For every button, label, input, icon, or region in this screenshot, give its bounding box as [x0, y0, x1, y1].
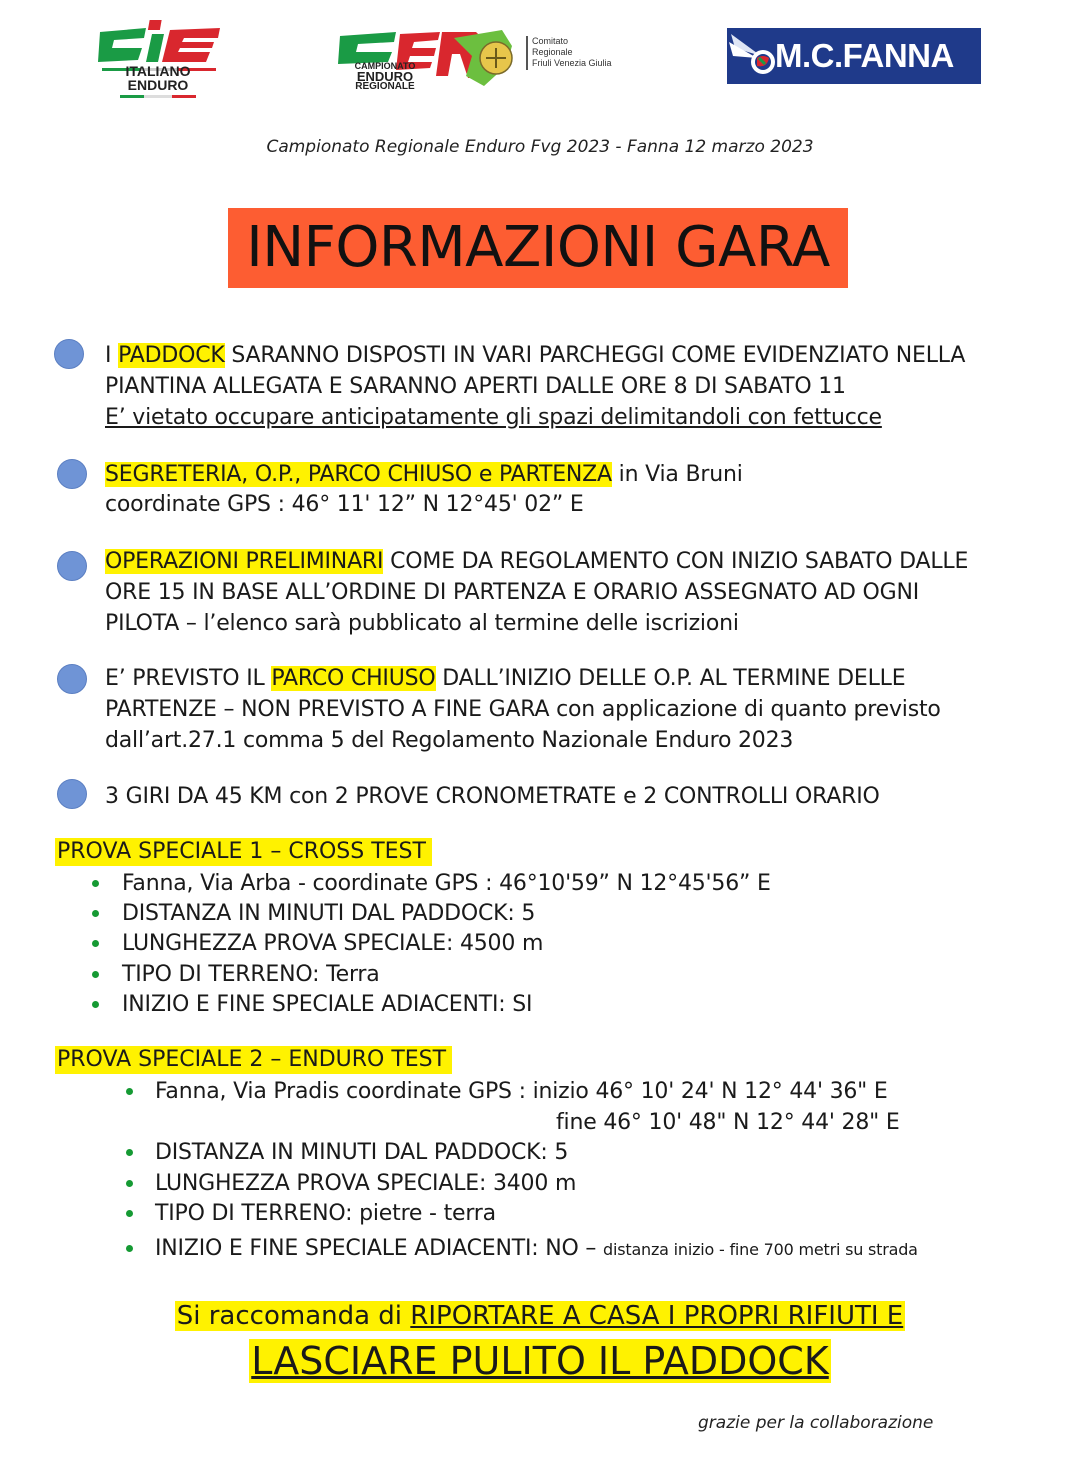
footer-main	[0, 1338, 1080, 1384]
bullet-icon	[57, 664, 87, 694]
ps2-heading: PROVA SPECIALE 2 – ENDURO TEST	[55, 1046, 452, 1074]
bullet-icon	[57, 551, 87, 581]
cer-caption-1: CAMPIONATO	[354, 61, 416, 71]
flag-stripe	[92, 94, 224, 100]
bullet-icon	[126, 1180, 133, 1187]
footer-highlight	[175, 1301, 905, 1331]
segreteria-gps: coordinate GPS : 46° 11' 12” N 12°45' 02” E	[105, 492, 584, 517]
list-item: Fanna, Via Pradis coordinate GPS : inizio 46° 10' 24' N 12° 44' 36" E	[155, 1079, 888, 1104]
cer-caption-3: REGIONALE	[355, 81, 415, 92]
paddock-prefix: I	[105, 343, 119, 368]
parco-text-1: DALL’INIZIO DELLE O.P. AL TERMINE DELLE	[435, 666, 906, 691]
list-item: DISTANZA IN MINUTI DAL PADDOCK: 5	[155, 1140, 569, 1165]
bullet-icon	[126, 1149, 133, 1156]
bullet-icon	[54, 339, 84, 369]
mcfanna-emblem	[727, 28, 781, 84]
operazioni-line-3: PILOTA – l’elenco sarà pubblicato al termine delle iscrizioni	[105, 611, 739, 636]
mcfanna-text: M.C.FANNA	[775, 37, 954, 74]
parco-line-3: dall’art.27.1 comma 5 del Regolamento Nazionale Enduro 2023	[105, 728, 794, 753]
bullet-icon	[92, 971, 99, 978]
list-item	[155, 1233, 918, 1265]
bullet-icon	[126, 1210, 133, 1217]
list-item: TIPO DI TERRENO: pietre - terra	[155, 1201, 496, 1226]
bullet-icon	[126, 1088, 133, 1095]
bullet-icon	[92, 880, 99, 887]
ps2-item5-text: INIZIO E FINE SPECIALE ADIACENTI: NO –	[155, 1236, 604, 1261]
segreteria-highlight: SEGRETERIA, O.P., PARCO CHIUSO e PARTENZA	[105, 462, 612, 487]
cie-caption-2: ENDURO	[127, 77, 189, 93]
event-subtitle: Campionato Regionale Enduro Fvg 2023 - Fanna 12 marzo 2023	[266, 137, 814, 157]
footer-underlined: RIPORTARE A CASA I PROPRI RIFIUTI E	[410, 1301, 904, 1331]
bullet-icon	[126, 1245, 133, 1252]
operazioni-highlight: OPERAZIONI PRELIMINARI	[105, 549, 384, 574]
list-item: TIPO DI TERRENO: Terra	[122, 962, 380, 987]
bullet-icon	[92, 940, 99, 947]
cer-divider	[526, 36, 528, 70]
parco-highlight: PARCO CHIUSO	[271, 666, 436, 691]
segreteria-text-1: in Via Bruni	[611, 462, 743, 487]
bullet-icon	[57, 459, 87, 489]
parco-line-1	[105, 663, 905, 694]
cie-caption-1: ITALIANO	[125, 63, 191, 79]
operazioni-line-1	[105, 546, 968, 577]
cer-org-line-2: Regionale	[532, 47, 573, 57]
footer-recommendation	[0, 1299, 1080, 1333]
thanks-note: grazie per la collaborazione	[698, 1413, 934, 1433]
paddock-warning: E’ vietato occupare anticipatamente gli spazi delimitandoli con fettucce	[105, 405, 882, 430]
ps1-heading: PROVA SPECIALE 1 – CROSS TEST	[55, 838, 432, 866]
paddock-line-1	[105, 340, 965, 371]
paddock-text-1: SARANNO DISPOSTI IN VARI PARCHEGGI COME EVIDENZIATO NELLA	[224, 343, 966, 368]
segreteria-line-1	[105, 459, 743, 490]
list-item: DISTANZA IN MINUTI DAL PADDOCK: 5	[122, 901, 536, 926]
bullet-icon	[57, 779, 87, 809]
list-item-continuation: fine 46° 10' 48" N 12° 44' 28" E	[556, 1110, 900, 1135]
bullet-icon	[92, 1001, 99, 1008]
cer-caption-2: ENDURO	[356, 69, 414, 84]
footer-paddock-message: LASCIARE PULITO IL PADDOCK	[251, 1339, 829, 1383]
bullet-icon	[92, 910, 99, 917]
parco-prefix: E’ PREVISTO IL	[105, 666, 272, 691]
cer-org-line-3: Friuli Venezia Giulia	[532, 58, 612, 68]
mcfanna-logo	[727, 28, 981, 84]
operazioni-line-2: ORE 15 IN BASE ALL’ORDINE DI PARTENZA E ORARIO ASSEGNATO AD OGNI	[105, 580, 919, 605]
ps2-item5-note: distanza inizio - fine 700 metri su strada	[603, 1240, 918, 1259]
paddock-line-2: PIANTINA ALLEGATA E SARANNO APERTI DALLE ORE 8 DI SABATO 11	[105, 374, 846, 399]
giri-line: 3 GIRI DA 45 KM con 2 PROVE CRONOMETRATE e 2 CONTROLLI ORARIO	[105, 784, 880, 809]
page-title: INFORMAZIONI GARA	[246, 215, 830, 280]
list-item: LUNGHEZZA PROVA SPECIALE: 4500 m	[122, 931, 544, 956]
cer-org-line-1: Comitato	[532, 36, 569, 46]
cer-logo	[336, 26, 626, 96]
operazioni-text-1: COME DA REGOLAMENTO CON INIZIO SABATO DALLE	[383, 549, 969, 574]
parco-line-2: PARTENZE – NON PREVISTO A FINE GARA con applicazione di quanto previsto	[105, 697, 941, 722]
title-banner	[228, 208, 848, 288]
paddock-highlight: PADDOCK	[118, 343, 225, 368]
list-item: Fanna, Via Arba - coordinate GPS : 46°10'59” N 12°45'56” E	[122, 871, 771, 896]
list-item: INIZIO E FINE SPECIALE ADIACENTI: SI	[122, 992, 533, 1017]
footer-prefix: Si raccomanda di	[176, 1301, 411, 1331]
list-item: LUNGHEZZA PROVA SPECIALE: 3400 m	[155, 1171, 577, 1196]
cer-org-text	[532, 36, 612, 69]
cie-logo	[92, 18, 224, 98]
